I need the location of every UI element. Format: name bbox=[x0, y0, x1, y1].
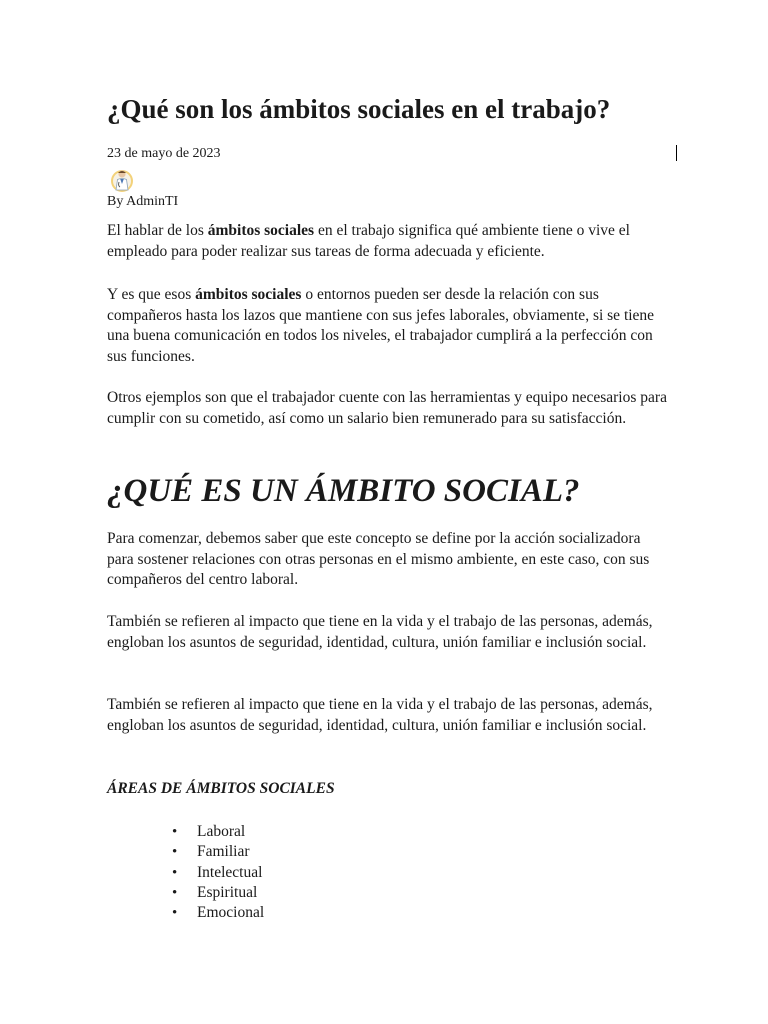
intro-paragraph-1 bbox=[107, 221, 667, 262]
bullet-icon: • bbox=[172, 884, 178, 901]
paragraph-text: Y es que esos bbox=[107, 286, 196, 303]
author-name[interactable]: AdminTI bbox=[126, 194, 179, 209]
list-item-label: Espiritual bbox=[197, 883, 258, 901]
section-paragraph-2: También se refieren al impacto que tiene en la vida y el trabajo de las personas, además, engloban los asuntos de seguridad, identidad, cultura, unión familiar e inclusión social. bbox=[107, 613, 653, 651]
paragraph-bold-term: ámbitos sociales bbox=[195, 286, 302, 303]
bullet-icon: • bbox=[172, 864, 178, 881]
list-item-label: Intelectual bbox=[197, 863, 263, 881]
section-heading: ¿QUÉ ES UN ÁMBITO SOCIAL? bbox=[107, 473, 580, 509]
section-paragraph-3: También se refieren al impacto que tiene en la vida y el trabajo de las personas, además, engloban los asuntos de seguridad, identidad, cultura, unión familiar e inclusión social. bbox=[107, 696, 653, 734]
author-avatar-icon[interactable] bbox=[109, 166, 135, 192]
list-item bbox=[172, 822, 264, 842]
paragraph-bold-term: ámbitos sociales bbox=[207, 222, 315, 239]
bullet-icon: • bbox=[172, 824, 178, 840]
author-byline bbox=[107, 193, 178, 211]
section-paragraph-1: Para comenzar, debemos saber que este concepto se define por la acción socializadora para sostener relaciones con otras personas en el mismo ambiente, en este caso, con sus compañeros del centro laboral. bbox=[107, 530, 650, 588]
list-item bbox=[172, 903, 264, 923]
intro-paragraph-3: Otros ejemplos son que el trabajador cuente con las herramientas y equipo necesarios para cumplir con su cometido, así como un salario bien remunerado para su satisfacción. bbox=[107, 389, 667, 427]
list-item-label: Emocional bbox=[197, 904, 265, 922]
article-title: ¿Qué son los ámbitos sociales en el trabajo? bbox=[107, 94, 611, 124]
list-item-label: Laboral bbox=[197, 823, 246, 840]
list-item bbox=[172, 883, 264, 903]
areas-list bbox=[172, 822, 264, 923]
intro-paragraph-2 bbox=[107, 285, 667, 367]
bullet-icon: • bbox=[172, 844, 178, 861]
text-cursor-icon bbox=[676, 145, 677, 161]
paragraph-text: en el trabajo significa qué ambiente tiene o vive el empleado para poder realizar sus tareas de forma adecuada y eficiente. bbox=[107, 222, 630, 260]
bullet-icon: • bbox=[172, 905, 178, 922]
article-date: 23 de mayo de 2023 bbox=[107, 146, 221, 161]
areas-heading: ÁREAS DE ÁMBITOS SOCIALES bbox=[107, 780, 335, 797]
paragraph-text: o entornos pueden ser desde la relación con sus compañeros hasta los lazos que mantiene con sus jefes laborales, obviamente, si se tiene una buena comunicación en todos los niveles, el trabajador cumplirá a la perfección con sus funciones. bbox=[107, 286, 655, 365]
list-item-label: Familiar bbox=[197, 843, 250, 861]
list-item bbox=[172, 842, 264, 862]
paragraph-text: El hablar de los bbox=[107, 222, 208, 239]
list-item bbox=[172, 863, 264, 883]
author-prefix: By bbox=[107, 194, 127, 209]
